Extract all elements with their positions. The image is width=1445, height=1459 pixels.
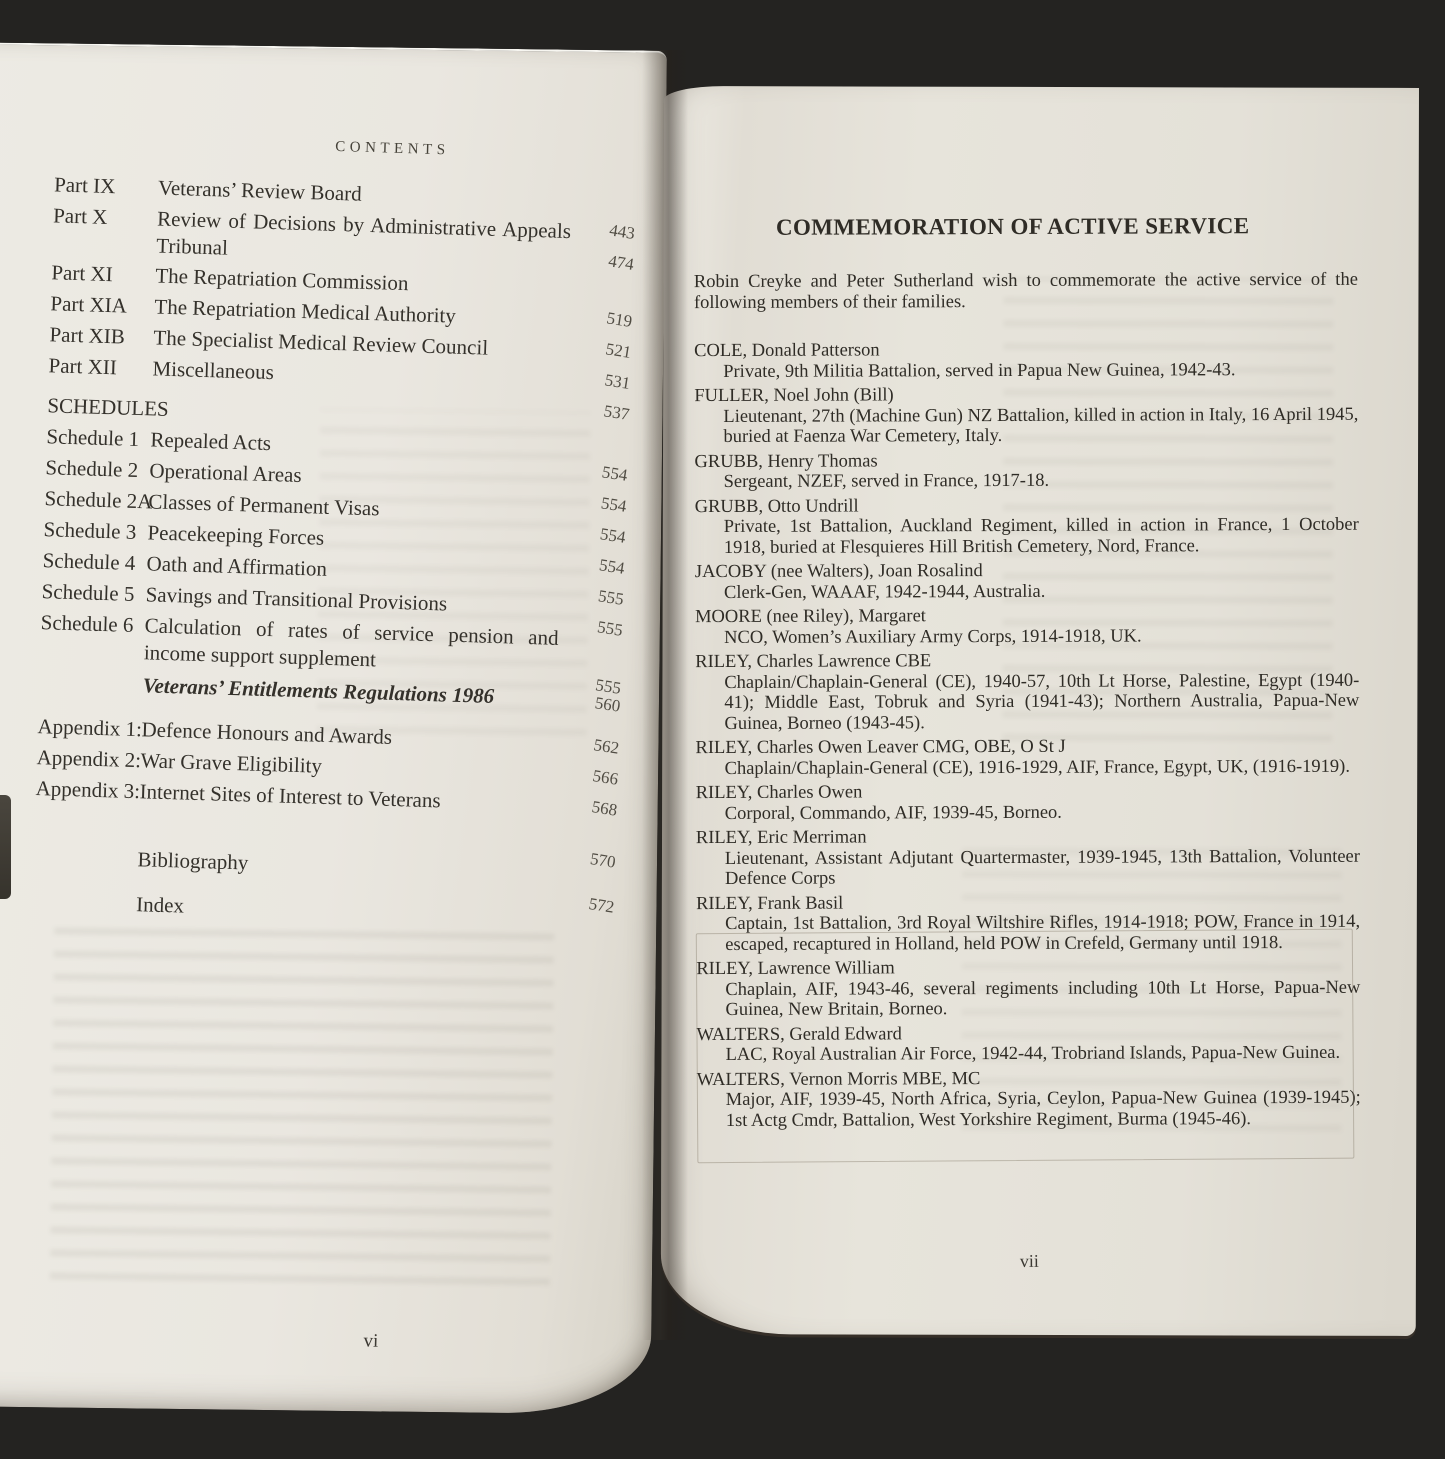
toc-row-label: Schedule 6 [40,610,134,637]
extras-list [32,843,616,934]
service-member-name: RILEY, Charles Owen Leaver CMG, OBE, O St J [695,736,1066,759]
toc-row-title: Defence Honours and Awards [141,717,393,749]
service-member-name: GRUBB, Otto Undrill [694,496,859,517]
toc-row-page-number: 555 [596,586,625,609]
toc-row-label: Part XI [51,260,114,287]
service-entry [695,650,1359,734]
service-member-detail: Sergeant, NZEF, served in France, 1917-18. [723,470,1050,492]
toc-row-page-number: 562 [592,735,621,758]
toc-row-page-number: 555 [595,617,625,640]
service-member-name: RILEY, Lawrence William [696,958,895,980]
toc-row-page-number: 537 [602,401,631,424]
toc-row-label: Appendix 1: [37,714,143,742]
toc-row-page-number: 566 [591,766,620,789]
service-member-detail: Lieutenant, 27th (Machine Gun) NZ Battalion, killed in action in Italy, 16 April 1945, buried at Faenza War Cemetery, Italy. [723,404,1359,447]
toc-row-page-number: 572 [587,894,616,917]
service-entry [694,339,1358,382]
page-title: COMMEMORATION OF ACTIVE SERVICE [775,213,1250,240]
service-entry [696,781,1360,824]
service-member-name: MOORE (nee Riley), Margaret [695,606,926,628]
toc-row [32,888,615,934]
toc-row-title: Index [135,892,185,918]
toc-row-label: Appendix 3: [35,776,141,804]
toc-row-page-number: 519 [605,308,634,331]
service-entries-list [694,339,1361,1131]
toc-row-label: Schedule 1 [46,424,140,452]
service-member-detail: Private, 1st Battalion, Auckland Regiment, killed in action in France, 1 October 1918, buried at Flesquieres Hill British Cemetery, Nord, France. [723,514,1359,558]
schedules-heading: SCHEDULES [47,393,170,421]
toc-row-title: Classes of Permanent Visas [148,489,380,521]
service-member-detail: Private, 9th Militia Battalion, served in Papua New Guinea, 1942-43. [723,359,1236,382]
service-member-detail: Corporal, Commando, AIF, 1939-45, Borneo. [724,802,1062,824]
page-edge-notch [0,795,11,899]
toc-row-title: The Repatriation Commission [155,263,409,296]
service-entry [697,1067,1361,1131]
service-member-detail: Major, AIF, 1939-45, North Africa, Syria, Ceylon, Papua-New Guinea (1939-1945); 1st Actg Cmdr, Battalion, West Yorkshire Regiment, Burma (1945-46). [725,1087,1361,1131]
toc-row-title: Savings and Transitional Provisions [145,582,448,616]
toc-row-page-number: 554 [599,493,628,516]
toc-row-title: The Specialist Medical Review Council [153,325,489,360]
toc-row-label: Schedule 2 [45,455,139,483]
service-entry [695,736,1359,779]
toc-row-title: Internet Sites of Interest to Veterans [139,779,441,813]
toc-row-label: Part XIB [49,322,126,349]
toc-row-page-number: 554 [598,524,627,547]
service-member-name: COLE, Donald Patterson [694,340,880,362]
toc-row-title: Review of Decisions by Administrative Appeals Tribunal [155,206,572,260]
toc-row-label: Part XIA [50,291,128,318]
toc-row-title: Oath and Affirmation [146,551,328,581]
toc-row-label [33,863,137,866]
toc-row-title: Calculation of rates of service pension and income support supplement [143,613,559,672]
service-entry [695,494,1359,558]
intro-paragraph: Robin Creyke and Peter Sutherland wish to commemorate the active service of the following members of their families. [693,269,1358,313]
toc-row-title: War Grave Eligibility [140,748,323,778]
toc-row-title: Repealed Acts [150,427,272,456]
service-member-detail: NCO, Women’s Auxiliary Army Corps, 1914-1918, UK. [724,626,1142,648]
toc-row-label: Schedule 3 [43,517,137,544]
right-page-number: vii [1019,1250,1039,1271]
toc-row-page-number: 521 [604,339,633,362]
contents-header: CONTENTS [335,138,450,159]
right-page [661,86,1419,1336]
service-member-name: RILEY, Frank Basil [696,893,844,914]
service-entry [694,384,1358,448]
toc-row-label: Schedule 4 [42,548,136,575]
service-entry [696,957,1360,1021]
toc-row-page-number: 554 [600,462,629,485]
toc-row-label: Schedule 5 [41,579,135,606]
left-page-number: vi [363,1330,379,1352]
contents-page [17,123,638,1424]
toc-row-label: Schedule 2A [44,486,153,514]
service-member-name: FULLER, Noel John (Bill) [694,385,894,407]
toc-row-label: Part XII [48,353,118,380]
toc-row-title: Veterans’ Entitlements Regulations 1986 [142,673,495,709]
service-entry [695,560,1359,603]
service-member-detail: Chaplain/Chaplain-General (CE), 1940-57, 10th Lt Horse, Palestine, Egypt (1940-41); Middle East, Tobruk and Syria (1941-43); Northern Australia, Papua-New Guinea, Borneo (1943-45). [724,670,1360,734]
toc-row-title: Operational Areas [149,458,302,488]
toc-row [33,843,616,889]
service-entry [694,449,1358,492]
service-member-detail: Chaplain/Chaplain-General (CE), 1916-1929, AIF, France, Egypt, UK, (1916-1919). [724,756,1350,779]
commemoration-page [694,212,1362,1374]
toc-row-title: Miscellaneous [152,356,275,385]
service-member-name: GRUBB, Henry Thomas [694,450,878,472]
toc-row-page-number: 474 [607,251,636,275]
appendices-list [35,713,619,821]
service-member-detail: Clerk-Gen, WAAAF, 1942-1944, Australia. [723,581,1046,603]
toc-row-page-number: 560 [593,693,622,716]
toc-row-title: Peacekeeping Forces [147,520,325,550]
service-entry [696,1022,1360,1065]
toc-row-label [32,908,136,911]
toc-row-page-number: 570 [588,849,617,872]
toc-row-page-number: 568 [590,797,619,820]
left-page [0,42,667,1415]
toc-row-title: Veterans’ Review Board [157,175,363,206]
toc-row-page-number: 443 [608,220,637,244]
toc-row-title: Bibliography [137,847,249,875]
toc-row-page-number: 555 [594,675,623,698]
toc-row-label [39,689,143,692]
service-entry [696,891,1360,955]
toc-row-label: Appendix 2: [36,745,142,773]
service-member-name: RILEY, Charles Lawrence CBE [695,651,932,673]
toc-row-page-number: 554 [597,555,626,578]
service-member-name: WALTERS, Gerald Edward [696,1023,902,1045]
service-member-name: JACOBY (nee Walters), Joan Rosalind [694,561,983,583]
service-member-detail: Chaplain, AIF, 1943-46, several regiments including 10th Lt Horse, Papua-New Guinea, New Britain, Borneo. [725,977,1361,1020]
service-member-name: RILEY, Eric Merriman [695,827,867,849]
service-member-detail: LAC, Royal Australian Air Force, 1942-44, Trobriand Islands, Papua-New Guinea. [725,1042,1341,1065]
toc-row-label: Part X [52,203,108,229]
service-entry [696,826,1360,890]
service-member-detail: Captain, 1st Battalion, 3rd Royal Wiltshire Rifles, 1914-1918; POW, France in 1914, escaped, recaptured in Holland, held POW in Crefeld, Germany until 1918. [725,911,1361,955]
service-member-name: RILEY, Charles Owen [695,782,863,804]
toc-row-page-number: 531 [603,370,632,393]
service-member-name: WALTERS, Vernon Morris MBE, MC [696,1068,981,1090]
toc-row-label: Part IX [53,172,116,199]
service-entry [695,605,1359,648]
service-member-detail: Lieutenant, Assistant Adjutant Quartermaster, 1939-1945, 13th Battalion, Volunteer Defence Corps [724,846,1360,889]
toc-row-title: The Repatriation Medical Authority [154,294,457,328]
